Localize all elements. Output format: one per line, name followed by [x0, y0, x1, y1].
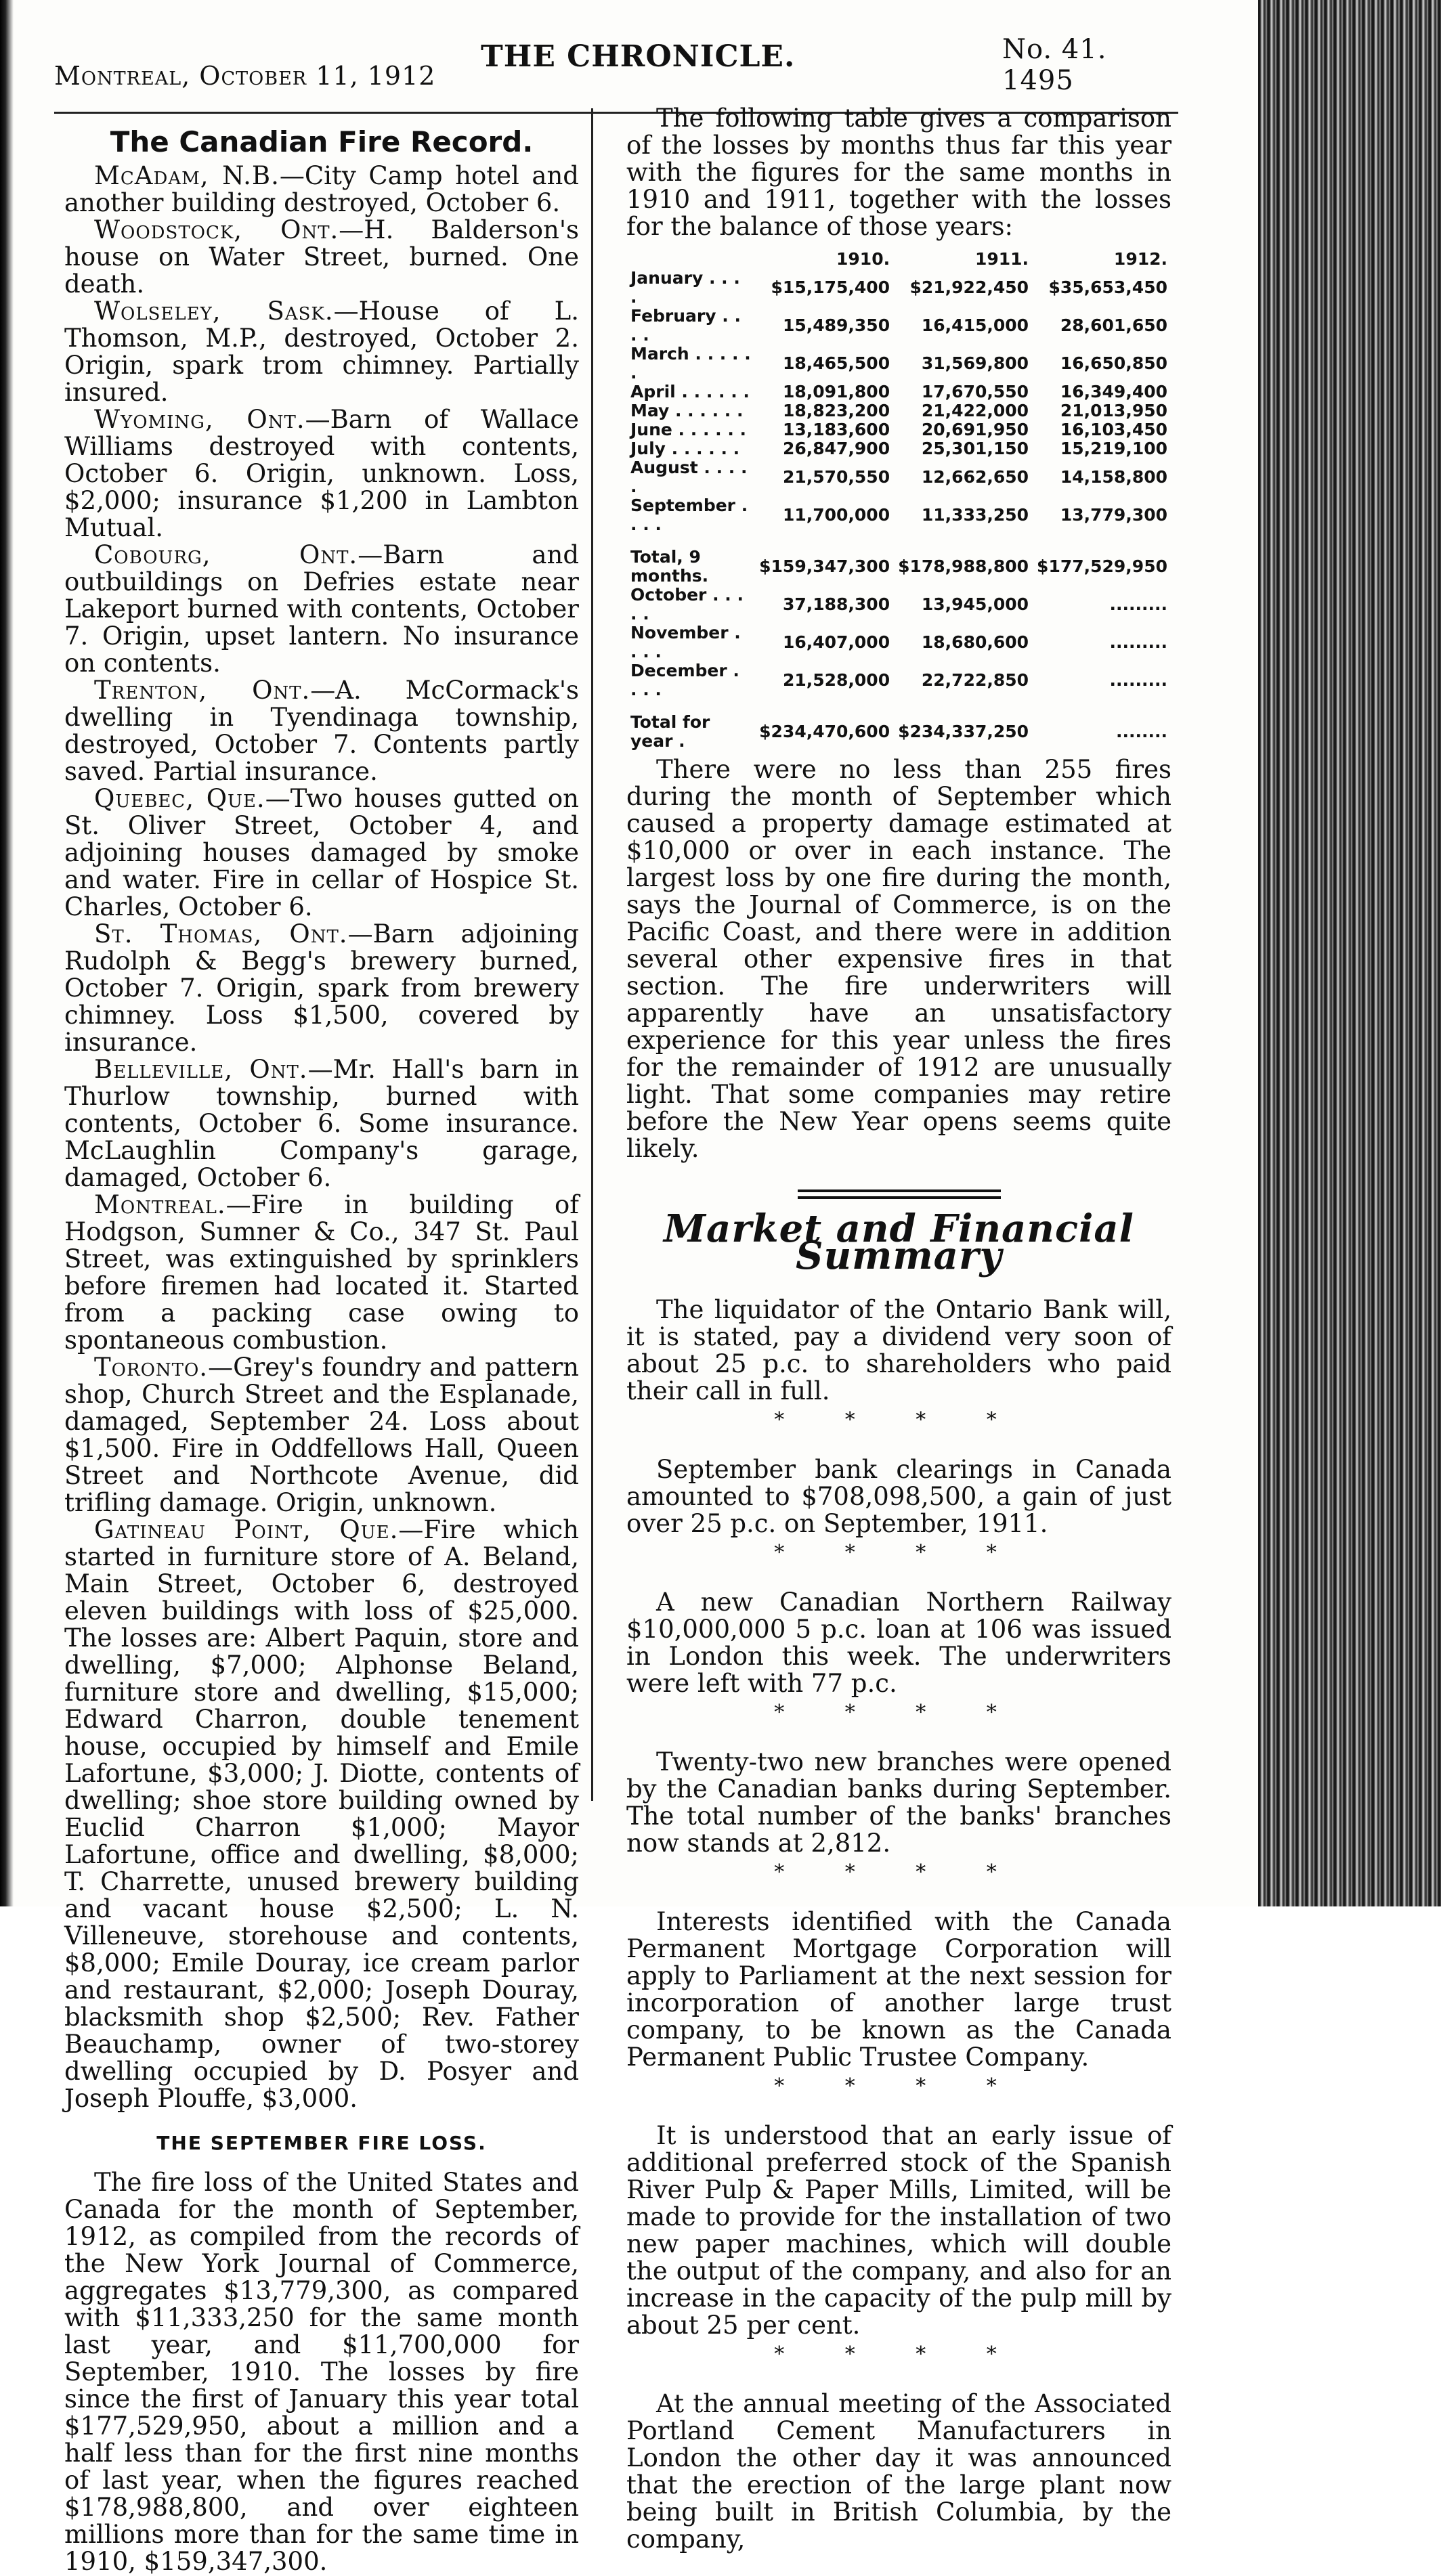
table-value-cell: 11,333,250 — [921, 505, 1029, 525]
table-value-cell: 18,465,500 — [782, 353, 890, 373]
table-month-cell: December . . . . — [630, 661, 739, 699]
table-value-cell: 21,528,000 — [782, 670, 890, 690]
table-value-cell: 21,013,950 — [1060, 401, 1167, 420]
table-value-cell: 16,415,000 — [921, 315, 1029, 335]
table-value-cell: 20,691,950 — [921, 420, 1029, 439]
table-month-cell: October . . . . . — [630, 585, 744, 624]
table-value-cell: 18,823,200 — [782, 401, 890, 420]
fire-record-place: St. Thomas, Ont. — [94, 919, 348, 948]
fire-record-text: —Fire in building of Hodgson, Sumner & Co., 347 St. Paul Street, was extinguished by sprinklers before firemen had located it. Started from a packing case owing to spontaneous combustion. — [64, 1190, 579, 1355]
fire-record-text: —Two houses gutted on St. Oliver Street, October 4, and adjoining houses damaged by smoke and water. Fire in cellar of Hospice St. Charles, October 6. — [64, 784, 579, 921]
table-value-cell: 37,188,300 — [782, 594, 890, 614]
table-value-cell: $35,653,450 — [1048, 278, 1167, 297]
table-value-cell: 18,680,600 — [921, 632, 1029, 652]
fire-record-entry — [64, 677, 579, 785]
fire-record-text: —H. Balderson's house on Water Street, burned. One death. — [64, 215, 579, 299]
table-value-cell: 13,779,300 — [1060, 505, 1167, 525]
table-value-cell: ......... — [1109, 632, 1167, 652]
table-value-cell: 31,569,800 — [921, 353, 1029, 373]
table-month-cell: November . . . . — [630, 623, 741, 661]
table-value-cell: 15,219,100 — [1060, 439, 1167, 458]
table-month-cell: February . . . . — [630, 306, 741, 345]
fire-loss-table — [626, 250, 1171, 751]
table-row — [626, 534, 1171, 586]
table-value-cell: $15,175,400 — [771, 278, 890, 297]
table-header-year: 1911. — [974, 249, 1029, 269]
fire-record-place: McAdam, N.B. — [94, 161, 280, 190]
fire-record-entry — [64, 921, 579, 1056]
table-month-cell: March . . . . . . — [630, 344, 751, 383]
fire-record-place: Montreal. — [94, 1190, 226, 1219]
market-summary-title: Market and Financial Summary — [664, 1206, 1134, 1278]
fire-record-entry — [64, 298, 579, 406]
september-loss-title: THE SEPTEMBER FIRE LOSS. — [156, 2132, 487, 2154]
table-month-cell: Total, 9 months. — [630, 547, 709, 586]
table-value-cell: 21,570,550 — [782, 467, 890, 487]
fire-record-title: The Canadian Fire Record. — [110, 125, 534, 158]
page-header — [41, 34, 1158, 102]
fire-record-text: —City Camp hotel and another building destroyed, October 6. — [64, 161, 579, 217]
table-month-cell: January . . . . — [630, 268, 740, 307]
table-row — [626, 345, 1171, 383]
table-row — [626, 586, 1171, 624]
column-divider — [591, 108, 593, 1801]
table-value-cell: $234,337,250 — [898, 722, 1029, 741]
left-column — [64, 125, 579, 2576]
page-stack-edge — [1258, 0, 1441, 1906]
fire-record-place: Wolseley, Sask. — [94, 297, 334, 326]
table-value-cell: $178,988,800 — [898, 556, 1029, 576]
fire-record-entry — [64, 162, 579, 217]
table-value-cell: 25,301,150 — [921, 439, 1029, 458]
fire-record-text: —Mr. Hall's barn in Thurlow township, burned with contents, October 6. Some insurance. McLaughlin Company's garage, damaged, October 6. — [64, 1055, 579, 1192]
table-value-cell: $177,529,950 — [1037, 556, 1167, 576]
table-value-cell: 18,091,800 — [782, 382, 890, 401]
fire-record-place: Quebec, Que. — [94, 784, 265, 813]
table-value-cell: 22,722,850 — [921, 670, 1029, 690]
table-month-cell: September . . . . — [630, 496, 748, 534]
table-header-month — [626, 250, 755, 269]
fire-record-text: —Barn adjoining Rudolph & Begg's brewery burned, October 7. Origin, spark from brewery chimney. Loss $1,500, covered by insurance. — [64, 919, 579, 1057]
fire-record-place: Woodstock, Ont. — [94, 215, 339, 244]
fire-record-entry — [64, 1056, 579, 1192]
market-items — [626, 1296, 1171, 2553]
market-item: Interests identified with the Canada Permanent Mortgage Corporation will apply to Parliament at the next session for incorporation of another large trust company, to be known as the Canada Permanent Public Trustee Company. — [626, 1907, 1171, 2072]
table-value-cell: $21,922,450 — [909, 278, 1029, 297]
table-value-cell: 28,601,650 — [1060, 315, 1167, 335]
market-item: September bank clearings in Canada amounted to $708,098,500, a gain of just over 25 p.c. on September, 1911. — [626, 1455, 1171, 1538]
fire-record-text: —Barn and outbuildings on Defries estate near Lakeport burned with contents, October 7. Origin, upset lantern. No insurance on contents. — [64, 540, 579, 678]
market-item: At the annual meeting of the Associated Portland Cement Manufacturers in London the other day it was announced that the erection of the large plant now being built in British Columbia, by the company, — [626, 2389, 1171, 2554]
table-row — [626, 307, 1171, 345]
september-loss-text: The fire loss of the United States and Canada for the month of September, 1912, as compiled from the records of the New York Journal of Commerce, aggregates $13,779,300, as compared with $11,333,250 for the same month last year, and $11,700,000 for September, 1910. The losses by fire since the first of January this year total $177,529,950, about a million and a half less than for the first nine months of last year, when the figures reached $178,988,800, and over eighteen millions more than for the same time in 1910, $159,347,300. — [64, 2168, 579, 2576]
table-value-cell: 12,662,650 — [921, 467, 1029, 487]
item-separator: * * * * — [774, 2074, 1024, 2098]
table-value-cell: 11,700,000 — [782, 505, 890, 525]
september-comment: There were no less than 255 fires during the month of September which caused a property damage estimated at $10,000 or over in each instance. The largest loss by one fire during the month, says the Journal of Commerce, is on the Pacific Coast, and there were in addition several other expensive fires in that section. The fire underwriters will apparently have an unsatisfactory experience for this year unless the fires for the remainder of 1912 are unusually light. That some companies may retire before the New Year opens seems quite likely. — [626, 755, 1171, 1163]
table-row — [626, 383, 1171, 401]
fire-record-place: Belleville, Ont. — [94, 1055, 308, 1084]
fire-record-entries — [64, 162, 579, 2112]
item-separator: * * * * — [774, 1408, 1024, 1432]
table-row — [626, 420, 1171, 439]
table-row — [626, 496, 1171, 534]
item-separator: * * * * — [774, 1541, 1024, 1565]
table-row — [626, 624, 1171, 661]
fire-record-place: Gatineau Point, Que. — [94, 1515, 399, 1544]
journal-title: THE CHRONICLE. — [481, 39, 796, 74]
table-value-cell: 16,349,400 — [1060, 382, 1167, 401]
table-body — [626, 269, 1171, 751]
item-separator: * * * * — [774, 2342, 1024, 2366]
fire-record-place: Wyoming, Ont. — [94, 405, 305, 434]
market-item: The liquidator of the Ontario Bank will, it is stated, pay a dividend very soon of about 25 p.c. to shareholders who paid their call in full. — [626, 1295, 1171, 1405]
section-rule — [798, 1189, 1001, 1199]
fire-record-entry — [64, 785, 579, 921]
fire-record-place: Toronto. — [94, 1353, 209, 1382]
fire-record-entry — [64, 1516, 579, 2112]
table-month-cell: August . . . . . — [630, 458, 748, 496]
table-value-cell: $159,347,300 — [759, 556, 890, 576]
fire-record-text: —Grey's foundry and pattern shop, Church Street and the Esplanade, damaged, September 24. Loss about $1,500. Fire in Oddfellows Hall, Queen Street and Northcote Avenue, did trifling damage. Origin, unknown. — [64, 1353, 579, 1517]
table-value-cell: 21,422,000 — [921, 401, 1029, 420]
table-value-cell: 16,407,000 — [782, 632, 890, 652]
table-header-year: 1910. — [836, 249, 890, 269]
table-value-cell: 17,670,550 — [921, 382, 1029, 401]
fire-record-text: —Fire which started in furniture store of A. Beland, Main Street, October 6, destroyed eleven buildings with loss of $25,000. The losses are: Albert Paquin, store and dwelling, $7,000; Alphonse Beland, furniture store and dwelling, $15,000; Edward Charron, double tenement house, occupied by himself and Emile Lafortune, $3,000; J. Diotte, contents of dwelling; shoe store building owned by Euclid Charron $1,000; Mayor Lafortune, office and dwelling, $8,000; T. Charrette, unused brewery building and vacant house $2,500; L. N. Villeneuve, storehouse and contents, $8,000; Emile Douray, ice cream parlor and restaurant, $2,000; Joseph Douray, blacksmith shop $2,500; Rev. Father Beauchamp, owner of two-storey dwelling occupied by D. Posyer and Joseph Plouffe, $3,000. — [64, 1515, 579, 2113]
table-header-year: 1912. — [1113, 249, 1167, 269]
table-row — [626, 439, 1171, 458]
table-value-cell: 13,945,000 — [921, 594, 1029, 614]
table-intro: The following table gives a comparison of the losses by months thus far this year with the figures for the same months in 1910 and 1911, together with the losses for the balance of those years: — [626, 104, 1171, 241]
fire-record-text: —Barn of Wallace Williams destroyed with contents, October 6. Origin, unknown. Loss, $2,000; insurance $1,200 in Lambton Mutual. — [64, 405, 579, 542]
table-row — [626, 269, 1171, 307]
table-month-cell: May . . . . . . — [630, 401, 744, 420]
market-item: A new Canadian Northern Railway $10,000,000 5 p.c. loan at 106 was issued in London this week. The underwriters were left with 77 p.c. — [626, 1588, 1171, 1698]
fire-record-place: Cobourg, Ont. — [94, 540, 358, 569]
item-separator: * * * * — [774, 1860, 1024, 1884]
table-value-cell: 13,183,600 — [782, 420, 890, 439]
table-value-cell: ......... — [1109, 670, 1167, 690]
table-month-cell: June . . . . . . — [630, 420, 747, 439]
fire-record-text: —House of L. Thomson, M.P., destroyed, October 2. Origin, spark trom chimney. Partially insured. — [64, 297, 579, 407]
table-month-cell: July . . . . . . — [630, 439, 740, 458]
dateline: Montreal, October 11, 1912 — [54, 61, 436, 91]
table-row — [626, 458, 1171, 496]
table-value-cell: 16,103,450 — [1060, 420, 1167, 439]
table-value-cell: ........ — [1116, 722, 1167, 741]
table-row — [626, 699, 1171, 751]
item-separator: * * * * — [774, 1701, 1024, 1724]
fire-record-place: Trenton, Ont. — [94, 676, 311, 705]
table-value-cell: ......... — [1109, 594, 1167, 614]
market-item: It is understood that an early issue of additional preferred stock of the Spanish River Pulp & Paper Mills, Limited, will be made to provide for the installation of two new paper machines, which will double the output of the company, and also for an increase in the capacity of the pulp mill by about 25 per cent. — [626, 2121, 1171, 2340]
scan-left-edge — [0, 0, 14, 1906]
issue-number: No. 41. 1495 — [1002, 34, 1107, 96]
table-value-cell: 16,650,850 — [1060, 353, 1167, 373]
table-value-cell: 15,489,350 — [782, 315, 890, 335]
table-row — [626, 661, 1171, 699]
table-month-cell: April . . . . . . — [630, 382, 750, 401]
market-item: Twenty-two new branches were opened by the Canadian banks during September. The total number of the banks' branches now stands at 2,812. — [626, 1747, 1171, 1858]
fire-record-entry — [64, 1354, 579, 1516]
fire-record-entry — [64, 542, 579, 677]
fire-record-entry — [64, 1192, 579, 1354]
fire-record-entry — [64, 217, 579, 298]
table-value-cell: 14,158,800 — [1060, 467, 1167, 487]
table-value-cell: $234,470,600 — [759, 722, 890, 741]
table-value-cell: 26,847,900 — [782, 439, 890, 458]
table-header-row — [626, 250, 1171, 269]
fire-record-entry — [64, 406, 579, 542]
table-row — [626, 401, 1171, 420]
table-month-cell: Total for year . — [630, 712, 710, 751]
right-column — [626, 105, 1171, 2553]
fire-record-text: —A. McCormack's dwelling in Tyendinaga township, destroyed, October 7. Contents partly saved. Partial insurance. — [64, 676, 579, 786]
